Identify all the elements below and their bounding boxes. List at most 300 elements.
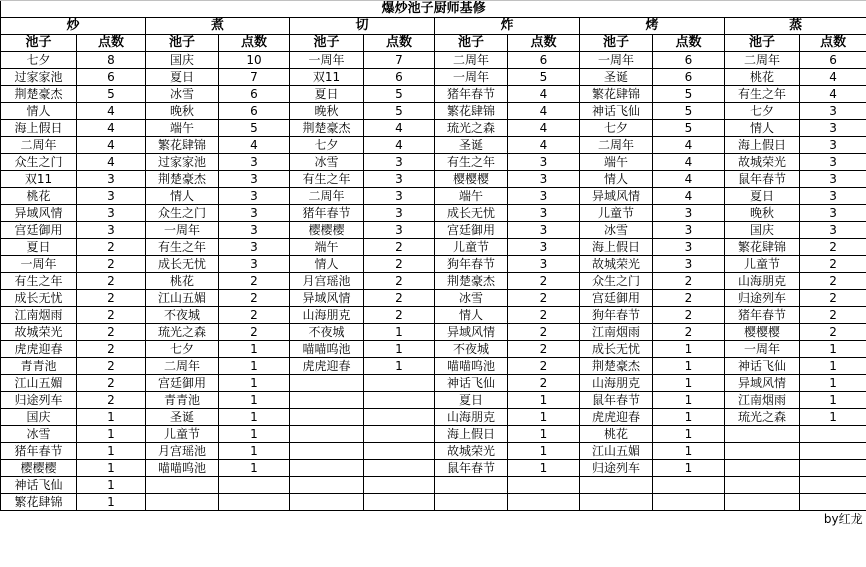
points-cell: 2 [364, 256, 435, 273]
pool-name-cell: 归途列车 [1, 392, 77, 409]
points-cell: 3 [508, 171, 580, 188]
pool-name-cell: 猪年春节 [1, 443, 77, 460]
pool-name-cell: 冰雪 [580, 222, 653, 239]
empty-cell [364, 443, 435, 460]
pool-name-cell: 冰雪 [290, 154, 364, 171]
pool-name-cell: 海上假日 [725, 137, 800, 154]
pool-name-cell: 儿童节 [435, 239, 508, 256]
pool-name-cell: 青青池 [1, 358, 77, 375]
points-cell: 1 [653, 409, 725, 426]
pool-name-cell: 冰雪 [146, 86, 219, 103]
pool-name-cell: 江南烟雨 [580, 324, 653, 341]
points-cell: 3 [364, 222, 435, 239]
points-cell: 1 [508, 426, 580, 443]
points-cell: 4 [653, 171, 725, 188]
empty-cell [800, 460, 866, 477]
points-cell: 2 [364, 307, 435, 324]
points-cell: 8 [77, 52, 146, 69]
empty-cell [290, 443, 364, 460]
points-cell: 2 [800, 256, 866, 273]
empty-cell [364, 375, 435, 392]
pool-name-cell: 桃花 [1, 188, 77, 205]
points-cell: 3 [800, 205, 866, 222]
pool-name-cell: 琉光之森 [435, 120, 508, 137]
points-cell: 2 [77, 358, 146, 375]
points-cell: 2 [508, 324, 580, 341]
pool-name-cell: 桃花 [580, 426, 653, 443]
points-cell: 2 [364, 239, 435, 256]
table-row [1, 52, 866, 69]
points-cell: 2 [800, 290, 866, 307]
points-cell: 2 [77, 392, 146, 409]
points-cell: 3 [508, 154, 580, 171]
pool-name-cell: 异域风情 [1, 205, 77, 222]
table-row [1, 477, 866, 494]
points-cell: 3 [653, 222, 725, 239]
pool-name-cell: 儿童节 [146, 426, 219, 443]
points-cell: 3 [800, 137, 866, 154]
points-cell: 1 [219, 392, 290, 409]
table-row [1, 188, 866, 205]
pool-name-cell: 月宫瑶池 [290, 273, 364, 290]
points-cell: 3 [800, 171, 866, 188]
pool-name-cell: 端午 [435, 188, 508, 205]
points-cell: 1 [219, 443, 290, 460]
points-cell: 3 [77, 222, 146, 239]
points-cell: 4 [800, 86, 866, 103]
pool-name-cell: 圣诞 [435, 137, 508, 154]
points-cell: 1 [219, 460, 290, 477]
points-cell: 6 [77, 69, 146, 86]
pool-name-cell: 樱樱樱 [435, 171, 508, 188]
pool-name-cell: 江山五媚 [146, 290, 219, 307]
points-cell: 2 [508, 290, 580, 307]
pool-name-cell: 江南烟雨 [725, 392, 800, 409]
table-row [1, 69, 866, 86]
pool-name-cell: 七夕 [725, 103, 800, 120]
category-header: 煮 [146, 18, 290, 35]
empty-cell [435, 494, 508, 511]
pool-name-cell: 国庆 [146, 52, 219, 69]
points-cell: 3 [508, 256, 580, 273]
empty-cell [508, 477, 580, 494]
points-cell: 1 [219, 341, 290, 358]
points-cell: 5 [77, 86, 146, 103]
pool-name-cell: 有生之年 [725, 86, 800, 103]
pool-name-cell: 樱樱樱 [1, 460, 77, 477]
pool-name-cell: 荆楚豪杰 [146, 171, 219, 188]
empty-cell [800, 477, 866, 494]
pool-name-cell: 海上假日 [580, 239, 653, 256]
points-cell: 1 [800, 358, 866, 375]
pool-name-cell: 异域风情 [435, 324, 508, 341]
points-cell: 4 [364, 120, 435, 137]
pool-name-cell: 江山五媚 [1, 375, 77, 392]
pool-name-cell: 双11 [1, 171, 77, 188]
points-cell: 1 [508, 409, 580, 426]
points-cell: 5 [653, 86, 725, 103]
pool-name-cell: 荆楚豪杰 [580, 358, 653, 375]
pool-name-cell: 夏日 [146, 69, 219, 86]
pool-name-cell: 异域风情 [725, 375, 800, 392]
empty-cell [653, 494, 725, 511]
pool-name-cell: 端午 [580, 154, 653, 171]
points-cell: 3 [219, 171, 290, 188]
points-cell: 1 [508, 392, 580, 409]
column-header-points: 点数 [77, 35, 146, 52]
points-cell: 1 [364, 324, 435, 341]
points-cell: 2 [653, 307, 725, 324]
pool-name-cell: 不夜城 [435, 341, 508, 358]
column-header-pool: 池子 [725, 35, 800, 52]
pool-name-cell: 喵喵呜池 [290, 341, 364, 358]
points-cell: 2 [77, 375, 146, 392]
pool-name-cell: 二周年 [1, 137, 77, 154]
pool-name-cell: 七夕 [146, 341, 219, 358]
pool-name-cell: 二周年 [725, 52, 800, 69]
empty-cell [290, 375, 364, 392]
points-cell: 3 [77, 171, 146, 188]
table-row [1, 358, 866, 375]
pool-name-cell: 虎虎迎春 [290, 358, 364, 375]
points-cell: 3 [77, 205, 146, 222]
empty-cell [725, 494, 800, 511]
points-cell: 1 [653, 358, 725, 375]
points-cell: 1 [653, 341, 725, 358]
pool-name-cell: 宫廷御用 [580, 290, 653, 307]
pool-name-cell: 山海朋克 [290, 307, 364, 324]
pool-name-cell: 情人 [290, 256, 364, 273]
pool-name-cell: 神话飞仙 [435, 375, 508, 392]
pool-name-cell: 猪年春节 [290, 205, 364, 222]
table-row [1, 443, 866, 460]
table-row [1, 392, 866, 409]
points-cell: 5 [364, 103, 435, 120]
points-cell: 2 [77, 273, 146, 290]
pool-name-cell: 桃花 [725, 69, 800, 86]
points-cell: 3 [800, 120, 866, 137]
points-cell: 3 [800, 222, 866, 239]
points-cell: 3 [800, 188, 866, 205]
pool-name-cell: 过家家池 [1, 69, 77, 86]
pool-name-cell: 晚秋 [290, 103, 364, 120]
points-cell: 5 [653, 103, 725, 120]
points-cell: 2 [219, 290, 290, 307]
table-row [1, 256, 866, 273]
pool-name-cell: 山海朋克 [580, 375, 653, 392]
pool-name-cell: 樱樱樱 [725, 324, 800, 341]
pool-name-cell: 鼠年春节 [580, 392, 653, 409]
points-cell: 4 [219, 137, 290, 154]
points-cell: 1 [508, 443, 580, 460]
points-cell: 6 [219, 86, 290, 103]
points-cell: 1 [219, 426, 290, 443]
table-row [1, 426, 866, 443]
points-cell: 1 [800, 392, 866, 409]
pool-name-cell: 狗年春节 [435, 256, 508, 273]
pool-name-cell: 端午 [146, 120, 219, 137]
points-cell: 1 [77, 494, 146, 511]
empty-cell [364, 392, 435, 409]
column-header-points: 点数 [800, 35, 866, 52]
pool-name-cell: 成长无忧 [435, 205, 508, 222]
empty-cell [725, 460, 800, 477]
pool-name-cell: 异域风情 [580, 188, 653, 205]
points-cell: 4 [508, 103, 580, 120]
points-cell: 1 [77, 443, 146, 460]
points-cell: 1 [364, 341, 435, 358]
pool-name-cell: 夏日 [725, 188, 800, 205]
points-cell: 3 [219, 188, 290, 205]
column-header-pool: 池子 [580, 35, 653, 52]
pool-name-cell: 狗年春节 [580, 307, 653, 324]
points-cell: 3 [508, 239, 580, 256]
pool-name-cell: 喵喵呜池 [146, 460, 219, 477]
points-cell: 3 [219, 239, 290, 256]
pool-name-cell: 有生之年 [290, 171, 364, 188]
pool-name-cell: 一周年 [290, 52, 364, 69]
pool-name-cell: 青青池 [146, 392, 219, 409]
pool-name-cell: 一周年 [146, 222, 219, 239]
pool-name-cell: 圣诞 [146, 409, 219, 426]
pool-name-cell: 神话飞仙 [725, 358, 800, 375]
table-row [1, 137, 866, 154]
points-cell: 3 [219, 205, 290, 222]
column-header-pool: 池子 [290, 35, 364, 52]
points-cell: 4 [77, 120, 146, 137]
empty-cell [146, 477, 219, 494]
points-cell: 4 [364, 137, 435, 154]
empty-cell [580, 494, 653, 511]
table-row [1, 205, 866, 222]
points-cell: 3 [800, 103, 866, 120]
pool-name-cell: 二周年 [290, 188, 364, 205]
empty-cell [219, 477, 290, 494]
points-cell: 6 [508, 52, 580, 69]
points-cell: 1 [364, 358, 435, 375]
pool-name-cell: 海上假日 [435, 426, 508, 443]
points-cell: 2 [77, 239, 146, 256]
empty-cell [290, 426, 364, 443]
points-cell: 10 [219, 52, 290, 69]
table-row [1, 290, 866, 307]
points-cell: 3 [219, 154, 290, 171]
empty-cell [653, 477, 725, 494]
points-cell: 3 [508, 222, 580, 239]
points-cell: 2 [364, 273, 435, 290]
pool-name-cell: 樱樱樱 [290, 222, 364, 239]
pool-name-cell: 二周年 [435, 52, 508, 69]
pool-name-cell: 成长无忧 [146, 256, 219, 273]
pool-name-cell: 繁花肆锦 [725, 239, 800, 256]
points-cell: 4 [508, 137, 580, 154]
pool-name-cell: 众生之门 [146, 205, 219, 222]
table-row [1, 341, 866, 358]
pool-name-cell: 情人 [1, 103, 77, 120]
points-cell: 3 [653, 205, 725, 222]
table-row [1, 409, 866, 426]
category-header: 炒 [1, 18, 146, 35]
column-header-points: 点数 [508, 35, 580, 52]
points-cell: 2 [800, 239, 866, 256]
pool-name-cell: 众生之门 [1, 154, 77, 171]
empty-cell [290, 409, 364, 426]
points-cell: 2 [508, 307, 580, 324]
author-credit: by红龙 [823, 512, 863, 526]
points-cell: 2 [800, 324, 866, 341]
points-cell: 3 [77, 188, 146, 205]
pool-name-cell: 荆楚豪杰 [435, 273, 508, 290]
pool-name-cell: 江南烟雨 [1, 307, 77, 324]
points-cell: 2 [653, 324, 725, 341]
points-cell: 2 [508, 341, 580, 358]
empty-cell [800, 426, 866, 443]
pool-name-cell: 荆楚豪杰 [1, 86, 77, 103]
empty-cell [290, 392, 364, 409]
pool-name-cell: 桃花 [146, 273, 219, 290]
points-cell: 1 [653, 426, 725, 443]
table-row [1, 239, 866, 256]
points-cell: 2 [77, 307, 146, 324]
pool-name-cell: 夏日 [1, 239, 77, 256]
empty-cell [364, 494, 435, 511]
pool-name-cell: 国庆 [1, 409, 77, 426]
pool-name-cell: 儿童节 [725, 256, 800, 273]
points-cell: 1 [653, 443, 725, 460]
points-cell: 5 [219, 120, 290, 137]
points-cell: 4 [800, 69, 866, 86]
column-header-pool: 池子 [146, 35, 219, 52]
category-header: 蒸 [725, 18, 866, 35]
points-cell: 3 [653, 239, 725, 256]
empty-cell [290, 477, 364, 494]
pool-name-cell: 归途列车 [580, 460, 653, 477]
points-cell: 1 [653, 460, 725, 477]
pool-name-cell: 繁花肆锦 [1, 494, 77, 511]
points-cell: 2 [508, 375, 580, 392]
points-cell: 3 [364, 171, 435, 188]
pool-name-cell: 喵喵呜池 [435, 358, 508, 375]
category-header: 炸 [435, 18, 580, 35]
points-cell: 3 [219, 222, 290, 239]
pool-name-cell: 有生之年 [435, 154, 508, 171]
pool-name-cell: 国庆 [725, 222, 800, 239]
points-cell: 2 [800, 307, 866, 324]
points-cell: 3 [653, 256, 725, 273]
pool-name-cell: 虎虎迎春 [580, 409, 653, 426]
points-cell: 1 [800, 375, 866, 392]
pool-name-cell: 七夕 [580, 120, 653, 137]
pool-name-cell: 鼠年春节 [435, 460, 508, 477]
points-cell: 4 [508, 86, 580, 103]
points-cell: 6 [653, 52, 725, 69]
points-cell: 2 [77, 256, 146, 273]
points-cell: 1 [653, 375, 725, 392]
points-cell: 4 [653, 188, 725, 205]
points-cell: 1 [77, 426, 146, 443]
points-cell: 2 [508, 273, 580, 290]
pool-name-cell: 二周年 [146, 358, 219, 375]
points-cell: 1 [800, 409, 866, 426]
table-row [1, 307, 866, 324]
column-header-points: 点数 [653, 35, 725, 52]
pool-name-cell: 情人 [146, 188, 219, 205]
points-cell: 1 [653, 392, 725, 409]
points-cell: 3 [219, 256, 290, 273]
pool-name-cell: 晚秋 [725, 205, 800, 222]
points-cell: 4 [508, 120, 580, 137]
pool-name-cell: 成长无忧 [580, 341, 653, 358]
table-row [1, 375, 866, 392]
pool-name-cell: 不夜城 [290, 324, 364, 341]
points-cell: 2 [77, 324, 146, 341]
pool-name-cell: 一周年 [580, 52, 653, 69]
pool-name-cell: 情人 [725, 120, 800, 137]
pool-name-cell: 江山五媚 [580, 443, 653, 460]
table-row [1, 103, 866, 120]
pool-name-cell: 宫廷御用 [435, 222, 508, 239]
pool-name-cell: 山海朋克 [725, 273, 800, 290]
pool-name-cell: 有生之年 [146, 239, 219, 256]
points-cell: 5 [364, 86, 435, 103]
footer-spacer [1, 511, 725, 528]
pool-name-cell: 故城荣光 [435, 443, 508, 460]
points-cell: 4 [77, 103, 146, 120]
pool-name-cell: 双11 [290, 69, 364, 86]
points-cell: 1 [800, 341, 866, 358]
points-cell: 3 [508, 205, 580, 222]
pool-name-cell: 一周年 [435, 69, 508, 86]
column-header-pool: 池子 [435, 35, 508, 52]
pool-name-cell: 端午 [290, 239, 364, 256]
pool-name-cell: 鼠年春节 [725, 171, 800, 188]
pool-name-cell: 猪年春节 [435, 86, 508, 103]
empty-cell [364, 426, 435, 443]
points-cell: 6 [219, 103, 290, 120]
pool-name-cell: 夏日 [435, 392, 508, 409]
empty-cell [364, 409, 435, 426]
pool-name-cell: 众生之门 [580, 273, 653, 290]
category-header: 切 [290, 18, 435, 35]
pool-name-cell: 冰雪 [1, 426, 77, 443]
footer-row [1, 511, 866, 528]
table-row [1, 86, 866, 103]
empty-cell [508, 494, 580, 511]
table-row [1, 154, 866, 171]
pool-name-cell: 海上假日 [1, 120, 77, 137]
pool-name-cell: 夏日 [290, 86, 364, 103]
points-cell: 5 [653, 120, 725, 137]
pool-name-cell: 山海朋克 [435, 409, 508, 426]
pool-name-cell: 七夕 [290, 137, 364, 154]
pool-name-cell: 宫廷御用 [146, 375, 219, 392]
empty-cell [725, 426, 800, 443]
pool-name-cell: 虎虎迎春 [1, 341, 77, 358]
empty-cell [290, 460, 364, 477]
pool-name-cell: 儿童节 [580, 205, 653, 222]
points-cell: 2 [219, 273, 290, 290]
points-cell: 4 [653, 137, 725, 154]
points-cell: 7 [219, 69, 290, 86]
points-cell: 5 [508, 69, 580, 86]
points-cell: 3 [800, 154, 866, 171]
table-row [1, 171, 866, 188]
points-cell: 1 [77, 477, 146, 494]
pool-name-cell: 情人 [580, 171, 653, 188]
points-cell: 1 [77, 460, 146, 477]
points-cell: 3 [508, 188, 580, 205]
points-cell: 4 [77, 154, 146, 171]
